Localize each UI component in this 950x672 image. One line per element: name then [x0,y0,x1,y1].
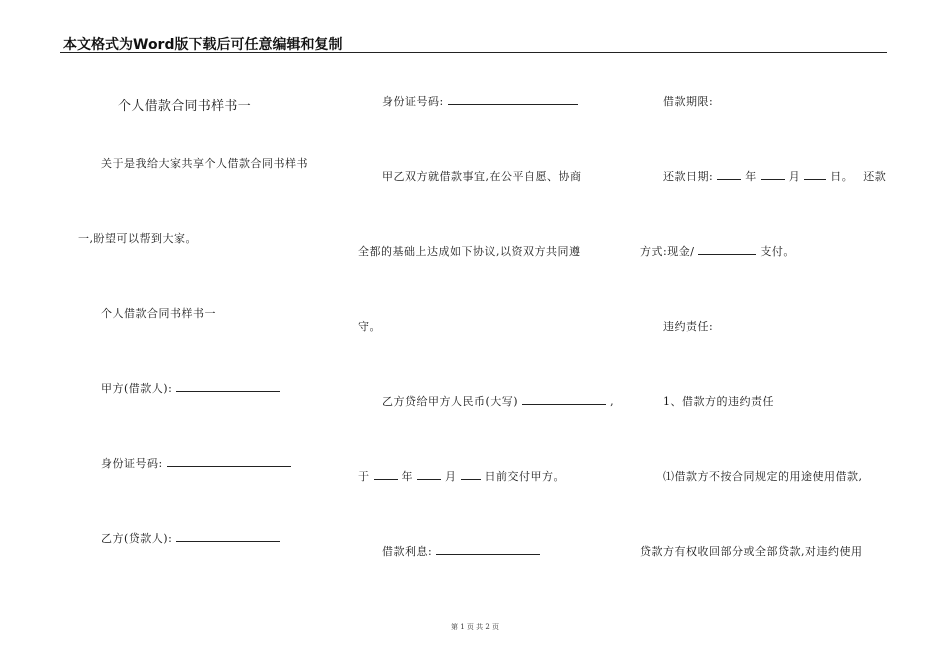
agreement-line-2: 全都的基础上达成如下协议,以资双方共同遵 [358,245,581,258]
delivery-year-label: 年 [401,470,413,483]
breach-heading: 违约责任: [663,320,714,333]
document-header: 本文格式为Word版下载后可任意编辑和复制 [63,37,343,53]
id-a-label: 身份证号码: [101,457,163,470]
delivery-month-label: 月 [445,470,457,483]
delivery-date-prefix: 于 [358,470,370,483]
id-b-blank [448,93,578,105]
loan-amount-label: 乙方贷给甲方人民币(大写) [382,395,519,408]
delivery-month-blank [417,468,441,480]
delivery-year-blank [374,468,398,480]
repay-month-label: 月 [788,170,801,183]
agreement-line-1: 甲乙双方就借款事宜,在公平自愿、协商 [382,170,582,183]
party-b-label: 乙方(贷款人): [101,532,173,545]
id-b-label: 身份证号码: [382,95,444,108]
repay-year-label: 年 [745,170,757,183]
interest-label: 借款利息: [382,545,433,558]
repay-month-blank [761,168,785,180]
party-a-line [101,380,280,396]
party-a-label: 甲方(借款人): [101,382,173,395]
repay-year-blank [717,168,741,180]
repay-day-label: 日。 [830,170,854,183]
delivery-day-blank [461,468,481,480]
party-b-blank [176,530,280,542]
loan-term-line: 借款期限: [663,95,714,108]
agreement-line-3: 守。 [358,320,381,333]
repay-day-blank [804,168,826,180]
loan-amount-suffix: , [610,395,615,408]
id-b-line [382,93,578,109]
loan-amount-line [382,393,614,409]
repay-date-line [663,168,886,184]
intro-line-2: 一,盼望可以帮到大家。 [78,232,197,245]
borrower-breach-heading: 1、借款方的违约责任 [663,395,774,408]
delivery-date-suffix: 日前交付甲方。 [484,470,565,483]
breach-clause-1-continued: 贷款方有权收回部分或全部贷款,对违约使用 [640,545,863,558]
intro-line-1: 关于是我给大家共享个人借款合同书样书 [101,157,308,170]
id-a-line [101,455,291,471]
interest-blank [436,543,540,555]
contract-title: 个人借款合同书样书一 [118,99,252,114]
header-divider [60,52,887,53]
repay-method-label: 方式:现金/ [640,245,695,258]
breach-clause-1: ⑴借款方不按合同规定的用途使用借款, [663,470,863,483]
section-heading: 个人借款合同书样书一 [101,307,216,320]
repay-method-line [640,243,795,259]
repay-date-label: 还款日期: [663,170,714,183]
id-a-blank [167,455,291,467]
repay-method-blank [698,243,756,255]
loan-amount-blank [522,393,606,405]
party-a-blank [176,380,280,392]
page-number: 第 1 页 共 2 页 [450,623,500,631]
delivery-date-line [358,468,565,484]
repay-method-suffix: 支付。 [760,245,795,258]
interest-line [382,543,540,559]
party-b-line [101,530,280,546]
repay-method-start: 还款 [863,170,887,183]
